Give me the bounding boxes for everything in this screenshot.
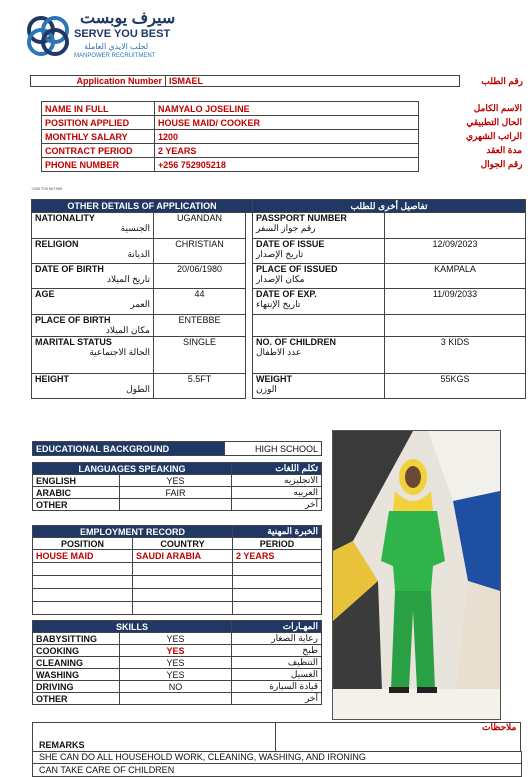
details-spacer bbox=[246, 315, 253, 337]
details-left-label: NATIONALITY bbox=[35, 213, 95, 223]
remarks-line-box bbox=[32, 764, 522, 777]
skill-value: YES bbox=[120, 657, 232, 669]
application-number-label: Application Number bbox=[31, 76, 166, 87]
personal-info-table bbox=[41, 101, 526, 172]
skills-title-arabic: المهـارات bbox=[232, 621, 322, 633]
details-row bbox=[32, 239, 526, 264]
skill-name-arabic: قيادة السيارة bbox=[232, 681, 322, 693]
details-right-value bbox=[385, 213, 526, 239]
skill-value: NO bbox=[120, 681, 232, 693]
personal-field-arabic: مدة العقد bbox=[486, 145, 522, 155]
details-left-label-cell bbox=[32, 315, 154, 337]
details-spacer bbox=[246, 213, 253, 239]
details-left-label: HEIGHT bbox=[35, 374, 70, 384]
personal-field-arabic: رقم الجوال bbox=[480, 159, 523, 169]
details-right-label-arabic: رقم جواز السفر bbox=[256, 223, 316, 233]
details-right-label: PASSPORT NUMBER bbox=[256, 213, 347, 223]
remarks-side-box bbox=[275, 722, 521, 752]
details-left-value: 20/06/1980 bbox=[154, 264, 246, 289]
employment-row bbox=[33, 550, 322, 563]
language-name: ARABIC bbox=[33, 487, 120, 499]
details-right-label: WEIGHT bbox=[256, 374, 293, 384]
personal-field-arabic: الراتب الشهري bbox=[466, 131, 522, 141]
skill-row bbox=[33, 681, 322, 693]
employment-cell bbox=[133, 576, 233, 589]
details-right-label-arabic: مكان الإصدار bbox=[256, 274, 305, 284]
details-spacer bbox=[246, 289, 253, 315]
remarks-label: REMARKS bbox=[39, 740, 85, 750]
employment-row bbox=[33, 563, 322, 576]
remarks-arabic-label: ملاحظات bbox=[482, 722, 517, 732]
details-left-value: 44 bbox=[154, 289, 246, 315]
details-left-label: AGE bbox=[35, 289, 55, 299]
employment-row bbox=[33, 589, 322, 602]
employment-cell bbox=[133, 602, 233, 615]
details-left-value: SINGLE bbox=[154, 337, 246, 374]
application-number-arabic: رقم الطلب bbox=[481, 75, 523, 86]
details-left-label-arabic: الطول bbox=[126, 384, 150, 394]
skill-name: OTHER bbox=[33, 693, 120, 705]
personal-row bbox=[42, 102, 526, 116]
details-row bbox=[32, 374, 526, 399]
languages-title: LANGUAGES SPEAKING bbox=[33, 463, 232, 475]
skill-name: CLEANING bbox=[33, 657, 120, 669]
application-number-value: ISMAEL bbox=[166, 76, 460, 87]
employment-cell: HOUSE MAID bbox=[33, 550, 133, 563]
employment-cell bbox=[233, 563, 322, 576]
other-details-title: OTHER DETAILS OF APPLICATION bbox=[32, 200, 253, 213]
personal-row bbox=[42, 144, 526, 158]
language-name-arabic: آخر bbox=[232, 499, 322, 511]
details-right-value: KAMPALA bbox=[385, 264, 526, 289]
personal-field-label: CONTRACT PERIOD bbox=[42, 144, 155, 158]
logo-emblem-icon bbox=[24, 12, 72, 60]
details-left-label-arabic: العمر bbox=[130, 299, 150, 309]
details-left-label-arabic: مكان الميلاد bbox=[105, 325, 150, 335]
details-right-label-cell bbox=[253, 289, 385, 315]
personal-field-value: HOUSE MAID/ COOKER bbox=[155, 116, 419, 130]
language-level: YES bbox=[120, 475, 232, 487]
language-level: FAIR bbox=[120, 487, 232, 499]
details-left-label: RELIGION bbox=[35, 239, 79, 249]
details-left-value: CHRISTIAN bbox=[154, 239, 246, 264]
details-left-label-cell bbox=[32, 374, 154, 399]
employment-cell bbox=[33, 589, 133, 602]
skill-name: DRIVING bbox=[33, 681, 120, 693]
personal-row bbox=[42, 130, 526, 144]
skill-row bbox=[33, 693, 322, 705]
details-right-label-arabic: عدد الاطفال bbox=[256, 347, 302, 357]
details-right-label-cell bbox=[253, 374, 385, 399]
tiny-phone-note: +256 705 667959 bbox=[31, 186, 63, 191]
logo-english-sub: MANPOWER RECRUITMENT bbox=[74, 53, 156, 59]
details-left-label-cell bbox=[32, 239, 154, 264]
skill-name-arabic: طبخ bbox=[232, 645, 322, 657]
logo-company-name: SERVE YOU BEST bbox=[74, 28, 171, 40]
skill-name: WASHING bbox=[33, 669, 120, 681]
personal-field-arabic: الحال التطبيقي bbox=[466, 117, 522, 127]
skill-row bbox=[33, 633, 322, 645]
employment-cell bbox=[133, 589, 233, 602]
details-spacer bbox=[246, 374, 253, 399]
details-left-label-arabic: الديانة bbox=[127, 249, 150, 259]
skill-value bbox=[120, 693, 232, 705]
employment-title: EMPLOYMENT RECORD bbox=[33, 526, 233, 538]
details-right-label-arabic: الوزن bbox=[256, 384, 277, 394]
skill-name: COOKING bbox=[33, 645, 120, 657]
details-spacer bbox=[246, 264, 253, 289]
details-left-label-cell bbox=[32, 337, 154, 374]
logo-arabic-name: سيرف يوبست bbox=[80, 10, 176, 27]
languages-title-arabic: تكلم اللغات bbox=[232, 463, 322, 475]
details-right-value: 55KGS bbox=[385, 374, 526, 399]
education-row bbox=[32, 441, 322, 456]
details-right-label-arabic: تاريخ الإصدار bbox=[256, 249, 304, 259]
details-left-label-arabic: الحالة الاجتماعية bbox=[89, 347, 150, 357]
applicant-photo-image bbox=[333, 431, 500, 719]
details-left-label-cell bbox=[32, 264, 154, 289]
personal-field-value: +256 752905218 bbox=[155, 158, 419, 172]
details-row bbox=[32, 337, 526, 374]
skill-value: YES bbox=[120, 633, 232, 645]
skill-value: YES bbox=[120, 645, 232, 657]
details-spacer bbox=[246, 337, 253, 374]
details-left-label-arabic: الجنسية bbox=[120, 223, 150, 233]
language-name-arabic: العربيه bbox=[232, 487, 322, 499]
details-left-value: UGANDAN bbox=[154, 213, 246, 239]
remarks-line-2: CAN TAKE CARE OF CHILDREN bbox=[39, 765, 175, 775]
skill-name-arabic: التنظيف bbox=[232, 657, 322, 669]
applicant-photo bbox=[332, 430, 501, 720]
employment-cell bbox=[33, 602, 133, 615]
employment-title-arabic: الخبرة المهنية bbox=[233, 526, 322, 538]
details-right-value: 3 KIDS bbox=[385, 337, 526, 374]
language-name-arabic: الانجليزيه bbox=[232, 475, 322, 487]
details-left-value: ENTEBBE bbox=[154, 315, 246, 337]
details-right-value bbox=[385, 315, 526, 337]
employment-column-header: POSITION bbox=[33, 538, 133, 550]
details-right-label-cell bbox=[253, 213, 385, 239]
remarks-line-1: SHE CAN DO ALL HOUSEHOLD WORK, CLEANING, WASHING, AND IRONING bbox=[39, 752, 366, 762]
employment-cell bbox=[33, 563, 133, 576]
personal-field-value: NAMYALO JOSELINE bbox=[155, 102, 419, 116]
personal-field-label: PHONE NUMBER bbox=[42, 158, 155, 172]
employment-cell bbox=[233, 589, 322, 602]
language-name: ENGLISH bbox=[33, 475, 120, 487]
skill-row bbox=[33, 657, 322, 669]
employment-table bbox=[32, 525, 322, 615]
remarks-line-box bbox=[32, 751, 522, 764]
employment-cell bbox=[33, 576, 133, 589]
personal-field-value: 1200 bbox=[155, 130, 419, 144]
details-left-label: MARITAL STATUS bbox=[35, 337, 112, 347]
personal-field-label: NAME IN FULL bbox=[42, 102, 155, 116]
skills-title: SKILLS bbox=[33, 621, 232, 633]
skill-name-arabic: الغسيل bbox=[232, 669, 322, 681]
employment-cell bbox=[233, 576, 322, 589]
employment-cell bbox=[233, 602, 322, 615]
personal-field-label: POSITION APPLIED bbox=[42, 116, 155, 130]
details-row bbox=[32, 264, 526, 289]
skill-name: BABYSITTING bbox=[33, 633, 120, 645]
employment-column-header: COUNTRY bbox=[133, 538, 233, 550]
details-right-label-cell bbox=[253, 315, 385, 337]
skill-row bbox=[33, 669, 322, 681]
employment-row bbox=[33, 576, 322, 589]
employment-row bbox=[33, 602, 322, 615]
language-row bbox=[33, 499, 322, 511]
personal-field-value: 2 YEARS bbox=[155, 144, 419, 158]
details-right-label: PLACE OF ISSUED bbox=[256, 264, 338, 274]
employment-cell bbox=[133, 563, 233, 576]
details-right-value: 11/09/2033 bbox=[385, 289, 526, 315]
remarks-label-box bbox=[32, 722, 276, 752]
details-left-label-cell bbox=[32, 213, 154, 239]
details-right-label-cell bbox=[253, 239, 385, 264]
personal-row bbox=[42, 158, 526, 172]
details-left-label: PLACE OF BIRTH bbox=[35, 315, 111, 325]
personal-row bbox=[42, 116, 526, 130]
other-details-title-arabic: تفاصيل أخرى للطلب bbox=[253, 200, 526, 213]
details-spacer bbox=[246, 239, 253, 264]
details-row bbox=[32, 289, 526, 315]
employment-cell: 2 YEARS bbox=[233, 550, 322, 563]
skill-name-arabic: رعاية الصغار bbox=[232, 633, 322, 645]
skill-name-arabic: آخر bbox=[232, 693, 322, 705]
details-left-label-arabic: تاريخ الميلاد bbox=[107, 274, 150, 284]
language-row bbox=[33, 475, 322, 487]
employment-cell: SAUDI ARABIA bbox=[133, 550, 233, 563]
language-name: OTHER bbox=[33, 499, 120, 511]
details-right-label: DATE OF ISSUE bbox=[256, 239, 325, 249]
language-row bbox=[33, 487, 322, 499]
other-details-table bbox=[31, 199, 526, 399]
employment-column-header: PERIOD bbox=[233, 538, 322, 550]
application-number-row bbox=[30, 75, 526, 87]
details-left-label-cell bbox=[32, 289, 154, 315]
skills-table bbox=[32, 620, 322, 705]
languages-table bbox=[32, 462, 322, 511]
details-row bbox=[32, 213, 526, 239]
employment-header-row bbox=[33, 538, 322, 550]
details-left-label: DATE OF BIRTH bbox=[35, 264, 104, 274]
details-right-label-cell bbox=[253, 264, 385, 289]
education-label: EDUCATIONAL BACKGROUND bbox=[33, 442, 225, 456]
details-right-value: 12/09/2023 bbox=[385, 239, 526, 264]
personal-field-label: MONTHLY SALARY bbox=[42, 130, 155, 144]
details-right-label-cell bbox=[253, 337, 385, 374]
language-level bbox=[120, 499, 232, 511]
education-value: HIGH SCHOOL bbox=[225, 442, 322, 456]
details-right-label-arabic: تاريخ الإنتهاء bbox=[256, 299, 301, 309]
company-logo bbox=[24, 8, 184, 66]
details-left-value: 5.5FT bbox=[154, 374, 246, 399]
skill-value: YES bbox=[120, 669, 232, 681]
details-row bbox=[32, 315, 526, 337]
details-right-label: DATE OF EXP. bbox=[256, 289, 317, 299]
details-right-label: NO. OF CHILDREN bbox=[256, 337, 337, 347]
skill-row bbox=[33, 645, 322, 657]
personal-field-arabic: الاسم الكامل bbox=[473, 103, 522, 113]
logo-arabic-sub: لجلب الايدي العاملة bbox=[84, 42, 149, 51]
remarks-section bbox=[32, 722, 520, 774]
